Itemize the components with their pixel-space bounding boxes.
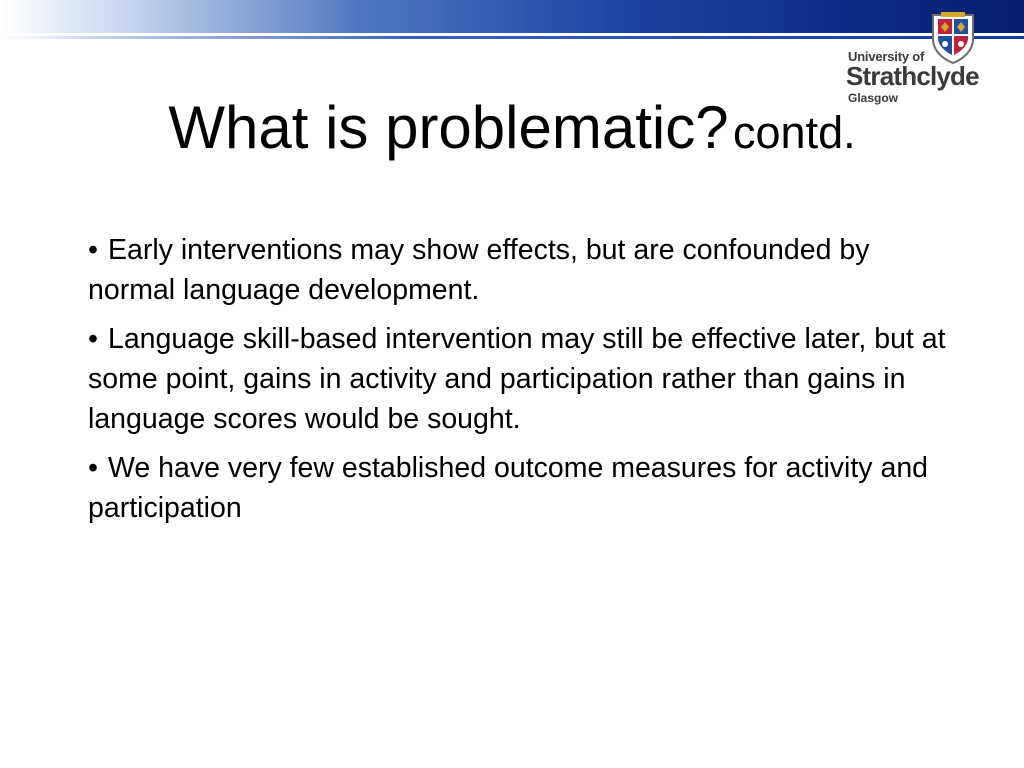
slide-title-sub: contd. [733, 107, 856, 158]
logo-strathclyde: Strathclyde [846, 61, 979, 91]
logo-glasgow: Glasgow [848, 91, 899, 105]
logo-university-of: University of [848, 49, 925, 64]
bullet-text: Early interventions may show effects, but are confounded by normal language development. [88, 234, 870, 306]
slide-title-main: What is problematic? [168, 94, 729, 161]
bullet-text: Language skill-based intervention may still be effective later, but at some point, gains in activity and participation rather than gains in language scores would be sought. [88, 323, 946, 435]
university-crest-icon [928, 11, 978, 65]
bullet-item [88, 230, 948, 310]
slide-body [88, 230, 948, 537]
bullet-text: We have very few established outcome measures for activity and participation [88, 452, 929, 524]
bullet-symbol: • [88, 234, 98, 266]
bullet-item [88, 319, 948, 439]
university-logo [838, 11, 988, 107]
slide-title [0, 94, 1024, 161]
bullet-symbol: • [88, 323, 98, 355]
bullet-symbol: • [88, 452, 98, 484]
bullet-item [88, 448, 948, 528]
